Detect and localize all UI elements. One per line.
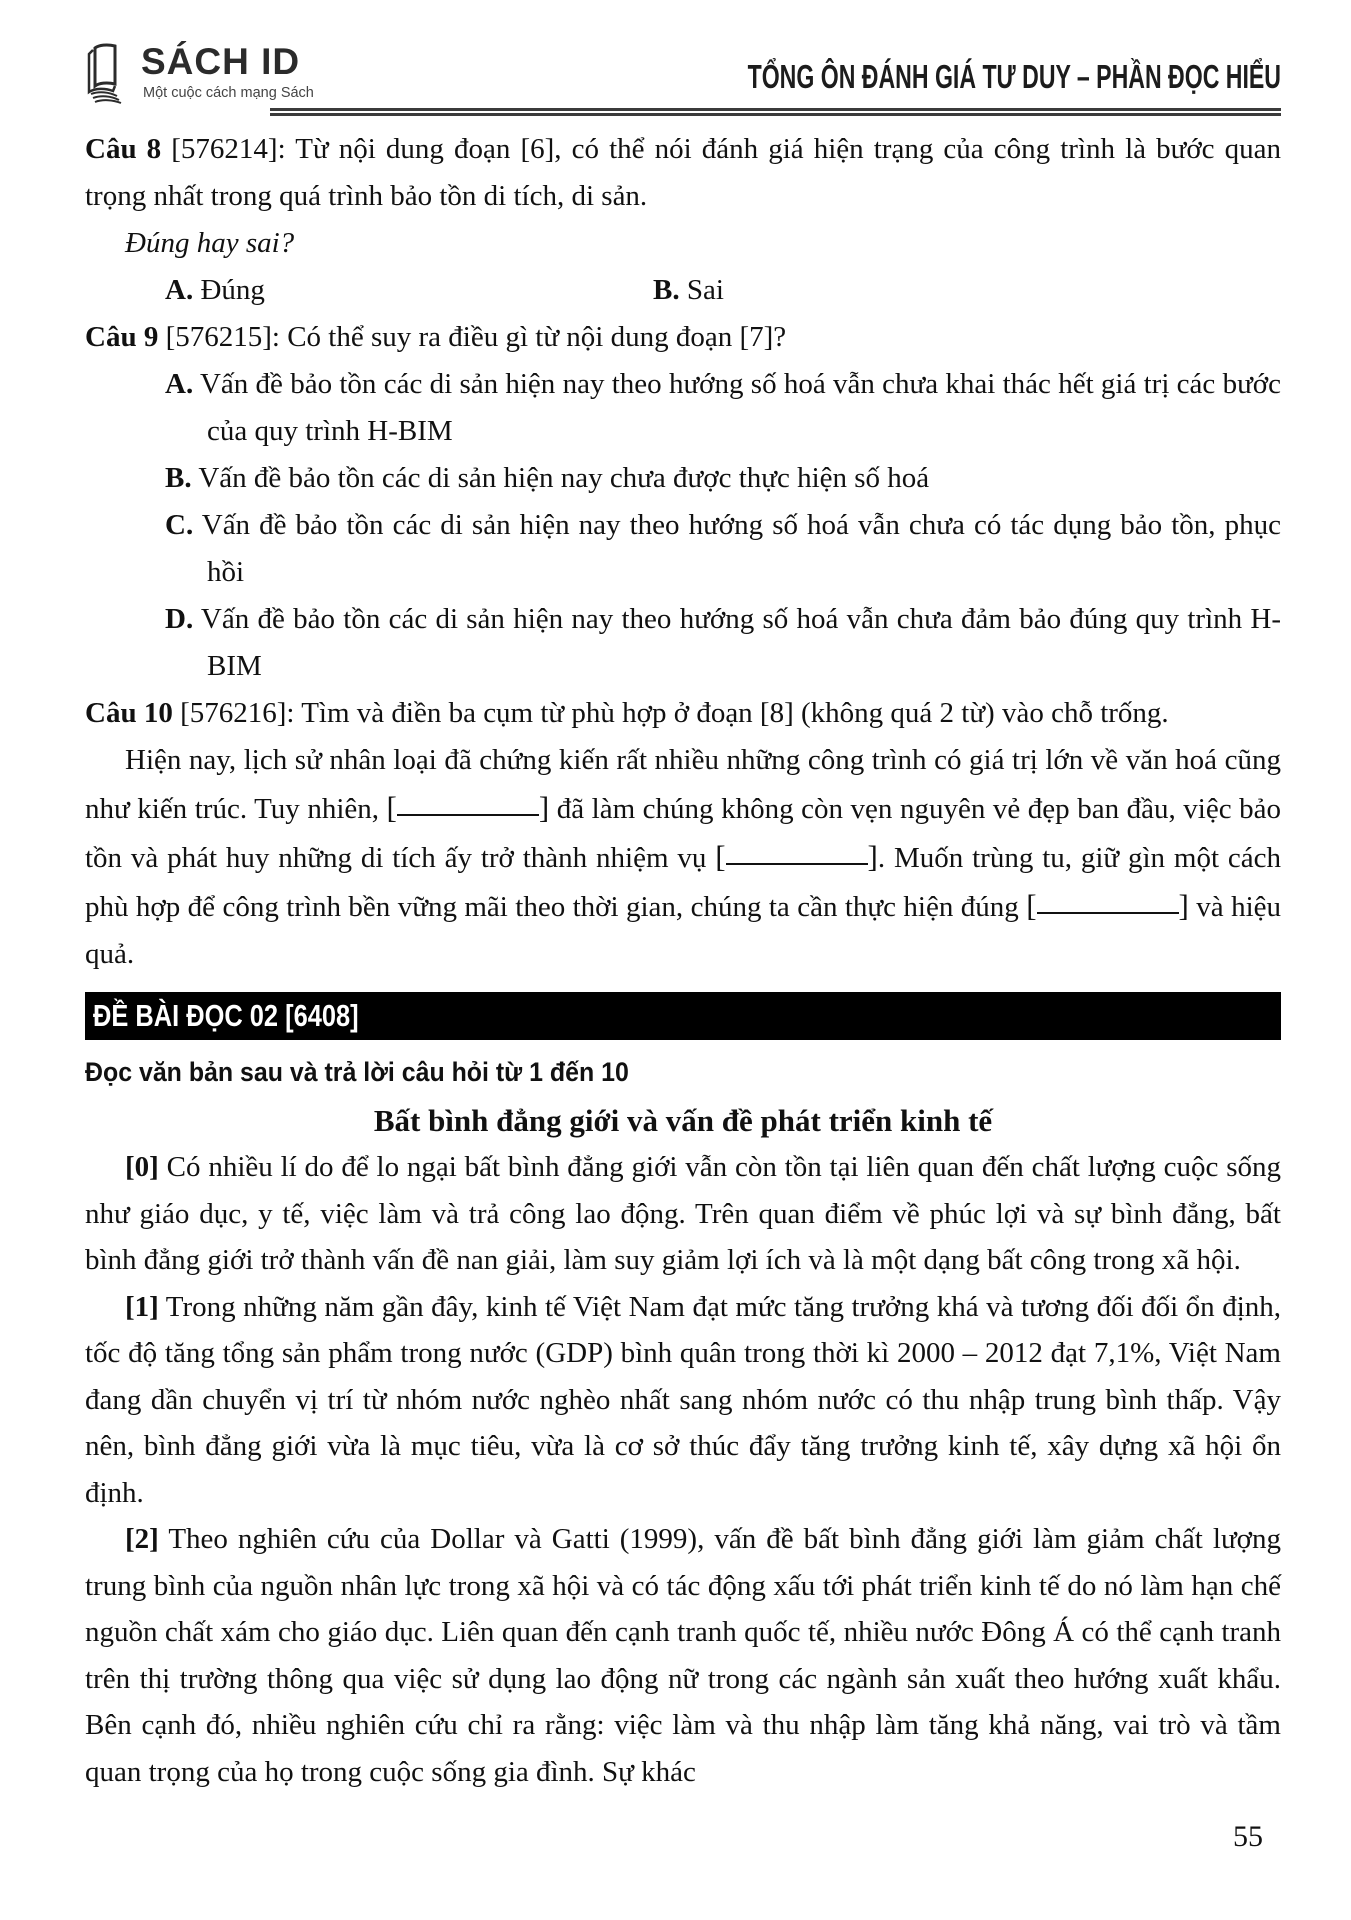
option-9-c-letter: C. <box>165 509 194 541</box>
paragraph-1-label: [1] <box>125 1290 159 1323</box>
question-10-body: Tìm và điền ba cụm từ phù hợp ở đoạn [8] (không quá 2 từ) vào chỗ trống. <box>301 697 1169 729</box>
option-9-c-text: Vấn đề bảo tồn các di sản hiện nay theo hướng số hoá vẫn chưa có tác dụng bảo tồn, phục hồi <box>193 509 1289 588</box>
question-8 <box>85 126 1281 314</box>
blank-3-open-bracket: [ <box>1026 888 1037 923</box>
option-9-d <box>165 596 1281 690</box>
question-10 <box>85 690 1281 978</box>
question-8-code: [576214]: <box>161 133 296 165</box>
blank-1-close-bracket: ] <box>538 790 550 825</box>
fill-in-passage <box>85 737 1281 978</box>
paragraph-0-label: [0] <box>125 1151 159 1183</box>
fill-part-4: và hiệu quả. <box>85 891 1281 970</box>
option-9-c <box>165 502 1289 596</box>
reading-instruction: Đọc văn bản sau và trả lời câu hỏi từ 1 đến 10 <box>85 1057 629 1087</box>
sach-id-logo <box>85 42 314 104</box>
option-8-b-text: Sai <box>679 274 724 306</box>
option-8-a-text: Đúng <box>193 274 265 306</box>
question-9-code: [576215]: <box>158 321 288 353</box>
reading-title: Bất bình đẳng giới và vấn đề phát triển kinh tế <box>373 1103 993 1138</box>
option-8-a <box>165 267 653 314</box>
page-header <box>85 0 1281 118</box>
option-8-b-letter: B. <box>653 274 680 306</box>
option-8-b <box>653 267 1141 314</box>
paragraph-0-text: Có nhiều lí do để lo ngại bất bình đẳng giới vẫn còn tồn tại liên quan đến chất lượng cuộc sống như giáo dục, y tế, việc làm và trả công lao động. Trên quan điểm về phúc lợi và sự bình đẳng, bất bình đẳng giới trở thành vấn đề nan giải, làm suy giảm lợi ích và là một dạng bất công trong xã hội. <box>85 1151 1289 1276</box>
question-8-text <box>85 126 1281 220</box>
question-9-body: Có thể suy ra điều gì từ nội dung đoạn [7]? <box>287 321 787 353</box>
question-10-text <box>85 690 1281 737</box>
question-8-body: Từ nội dung đoạn [6], có thể nói đánh giá hiện trạng của công trình là bước quan trọng nhất trong quá trình bảo tồn di tích, di sản. <box>85 133 1281 212</box>
option-9-d-text: Vấn đề bảo tồn các di sản hiện nay theo hướng số hoá vẫn chưa đảm bảo đúng quy trình H-BIM <box>193 603 1281 682</box>
header-rule <box>270 108 1281 116</box>
question-9-text <box>85 314 1281 361</box>
question-8-prompt: Đúng hay sai? <box>125 227 295 259</box>
option-9-a <box>165 361 1289 455</box>
question-10-code: [576216]: <box>172 697 302 729</box>
section-banner <box>85 992 1281 1040</box>
blank-3-close-bracket: ] <box>1178 888 1189 923</box>
option-9-b-text: Vấn đề bảo tồn các di sản hiện nay chưa được thực hiện số hoá <box>191 462 930 494</box>
question-9 <box>85 314 1289 690</box>
fill-part-3: . Muốn trùng tu, giữ gìn một cách phù hợp để công trình bền vững mãi theo thời gian, chúng ta cần thực hiện đúng <box>85 842 1281 923</box>
fill-part-2: đã làm chúng không còn vẹn nguyên vẻ đẹp ban đầu, việc bảo tồn và phát huy những di tích ấy trở thành nhiệm vụ <box>85 793 1281 874</box>
option-9-b-letter: B. <box>165 462 192 494</box>
logo-tagline: Một cuộc cách mạng Sách <box>143 85 314 101</box>
paragraph-0 <box>85 1144 1289 1284</box>
option-9-a-letter: A. <box>165 368 194 400</box>
question-10-label: Câu 10 <box>85 697 173 729</box>
fill-part-1: Hiện nay, lịch sử nhân loại đã chứng kiến rất nhiều những công trình có giá trị lớn về văn hoá cũng như kiến trúc. Tuy nhiên, <box>85 744 1281 825</box>
book-icon <box>85 42 137 104</box>
section-banner-text: ĐỀ BÀI ĐỌC 02 [6408] <box>93 998 359 1033</box>
option-9-b <box>165 455 1281 502</box>
paragraph-1 <box>85 1284 1289 1517</box>
blank-2-line[interactable] <box>726 861 868 865</box>
paragraph-1-text: Trong những năm gần đây, kinh tế Việt Nam đạt mức tăng trưởng khá và tương đối đối ổn định, tốc độ tăng tổng sản phẩm trong nước (GDP) bình quân trong thời kì 2000 – 2012 đạt 7,1%, Việt Nam đang dần chuyển vị trí từ nhóm nước nghèo nhất sang nhóm nước có thu nhập trung bình thấp. Vậy nên, bình đẳng giới vừa là mục tiêu, vừa là cơ sở thúc đẩy tăng trưởng kinh tế, xây dựng xã hội ổn định. <box>85 1290 1289 1509</box>
paragraph-2-text: Theo nghiên cứu của Dollar và Gatti (1999), vấn đề bất bình đẳng giới làm giảm chất lượng trung bình của nguồn nhân lực trong xã hội và có tác động xấu tới phát triển kinh tế do nó làm hạn chế nguồn chất xám cho giáo dục. Liên quan đến cạnh tranh quốc tế, nhiều nước Đông Á có thể cạnh tranh trên thị trường thông qua việc sử dụng lao động nữ trong các ngành sản xuất theo hướng xuất khẩu. Bên cạnh đó, nhiều nghiên cứu chỉ ra rằng: việc làm và thu nhập làm tăng khả năng, vai trò và tầm quan trọng của họ trong cuộc sống gia đình. Sự khác <box>85 1523 1289 1788</box>
question-9-label: Câu 9 <box>85 321 159 353</box>
question-8-options <box>85 267 1281 314</box>
page-number: 55 <box>1233 1820 1263 1853</box>
option-9-d-letter: D. <box>165 603 194 635</box>
logo-title: SÁCH ID <box>141 41 301 82</box>
blank-1-line[interactable] <box>397 812 539 816</box>
option-8-a-letter: A. <box>165 274 194 306</box>
blank-2-close-bracket: ] <box>867 839 878 874</box>
paragraph-2 <box>85 1516 1289 1795</box>
question-8-label: Câu 8 <box>85 133 162 165</box>
page-header-title: TỔNG ÔN ĐÁNH GIÁ TƯ DUY – PHẦN ĐỌC HIỂU <box>747 58 1281 95</box>
option-9-a-text: Vấn đề bảo tồn các di sản hiện nay theo hướng số hoá vẫn chưa khai thác hết giá trị các bước của quy trình H-BIM <box>193 368 1289 447</box>
blank-2-open-bracket: [ <box>715 839 726 874</box>
blank-1-open-bracket: [ <box>386 790 397 825</box>
paragraph-2-label: [2] <box>125 1523 159 1555</box>
blank-3-line[interactable] <box>1037 910 1179 914</box>
